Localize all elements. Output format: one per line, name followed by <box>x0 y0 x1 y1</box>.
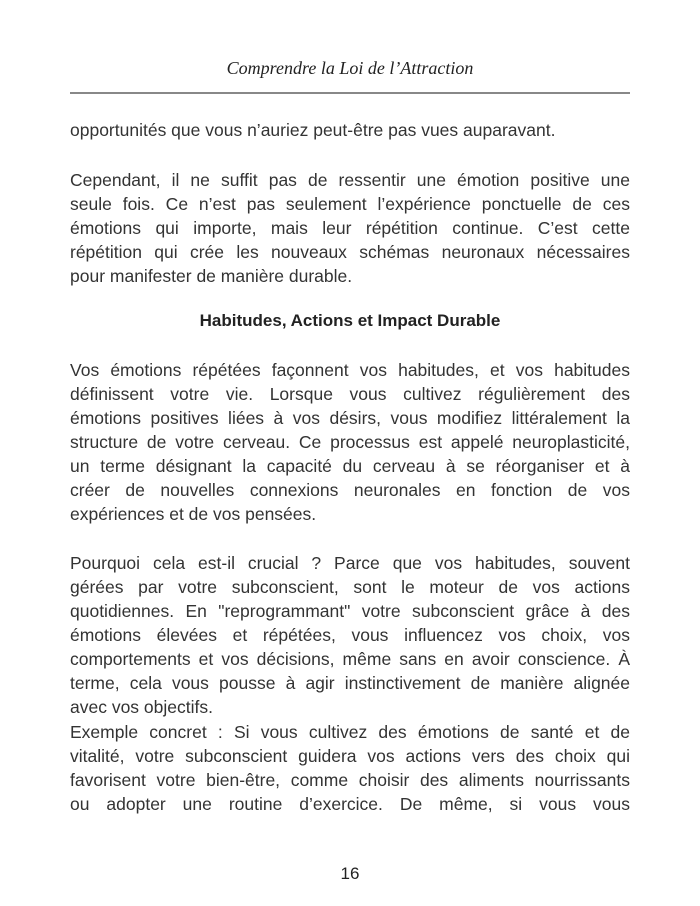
text-line: pour manifester de manière durable. <box>70 266 353 286</box>
text-line: émotions positives liées à vos désirs, vous modifiez littéralement la <box>70 408 630 428</box>
text-line: expériences et de vos pensées. <box>70 504 317 524</box>
text-line: ou adopter une routine d’exercice. De même, si vous vous <box>70 794 630 814</box>
text-line: créer de nouvelles connexions neuronales en fonction de vos <box>70 480 630 500</box>
text-line: un terme désignant la capacité du cerveau à se réorganiser et à <box>70 456 630 476</box>
text-line: répétition qui crée les nouveaux schémas neuronaux nécessaires <box>70 242 630 262</box>
text-line: Cependant, il ne suffit pas de ressentir une émotion positive une <box>70 170 630 190</box>
text-line: quotidiennes. En "reprogrammant" votre subconscient grâce à des <box>70 601 630 621</box>
text-line: comportements et vos décisions, même sans en avoir conscience. À <box>70 649 630 669</box>
text-line: définissent votre vie. Lorsque vous cultivez régulièrement des <box>70 384 630 404</box>
text-line: terme, cela vous pousse à agir instinctivement de manière alignée <box>70 673 630 693</box>
section-heading: Habitudes, Actions et Impact Durable <box>199 311 501 330</box>
text-line: seule fois. Ce n’est pas seulement l’expérience ponctuelle de ces <box>70 194 630 214</box>
text-line: Exemple concret : Si vous cultivez des émotions de santé et de <box>70 722 630 742</box>
text-line: émotions qui importe, mais leur répétition continue. C’est cette <box>70 218 630 238</box>
text-line: avec vos objectifs. <box>70 697 213 717</box>
text-line: structure de votre cerveau. Ce processus est appelé neuroplasticité, <box>70 432 630 452</box>
text-line: opportunités que vous n’auriez peut-être pas vues auparavant. <box>70 120 556 140</box>
paragraph <box>70 551 630 719</box>
paragraph <box>70 720 630 816</box>
text-line: émotions élevées et répétées, vous influencez vos choix, vos <box>70 625 630 645</box>
paragraph <box>70 358 630 526</box>
text-line: Pourquoi cela est-il crucial ? Parce que vos habitudes, souvent <box>70 553 630 573</box>
text-line: favorisent votre bien-être, comme choisir des aliments nourrissants <box>70 770 630 790</box>
paragraph <box>70 118 630 142</box>
text-line: Vos émotions répétées façonnent vos habitudes, et vos habitudes <box>70 360 630 380</box>
text-line: gérées par votre subconscient, sont le moteur de vos actions <box>70 577 630 597</box>
paragraph <box>70 168 630 288</box>
page-number: 16 <box>340 864 360 883</box>
header-divider <box>70 92 630 94</box>
running-header: Comprendre la Loi de l’Attraction <box>226 58 474 78</box>
text-line: vitalité, votre subconscient guidera vos actions vers des choix qui <box>70 746 630 766</box>
